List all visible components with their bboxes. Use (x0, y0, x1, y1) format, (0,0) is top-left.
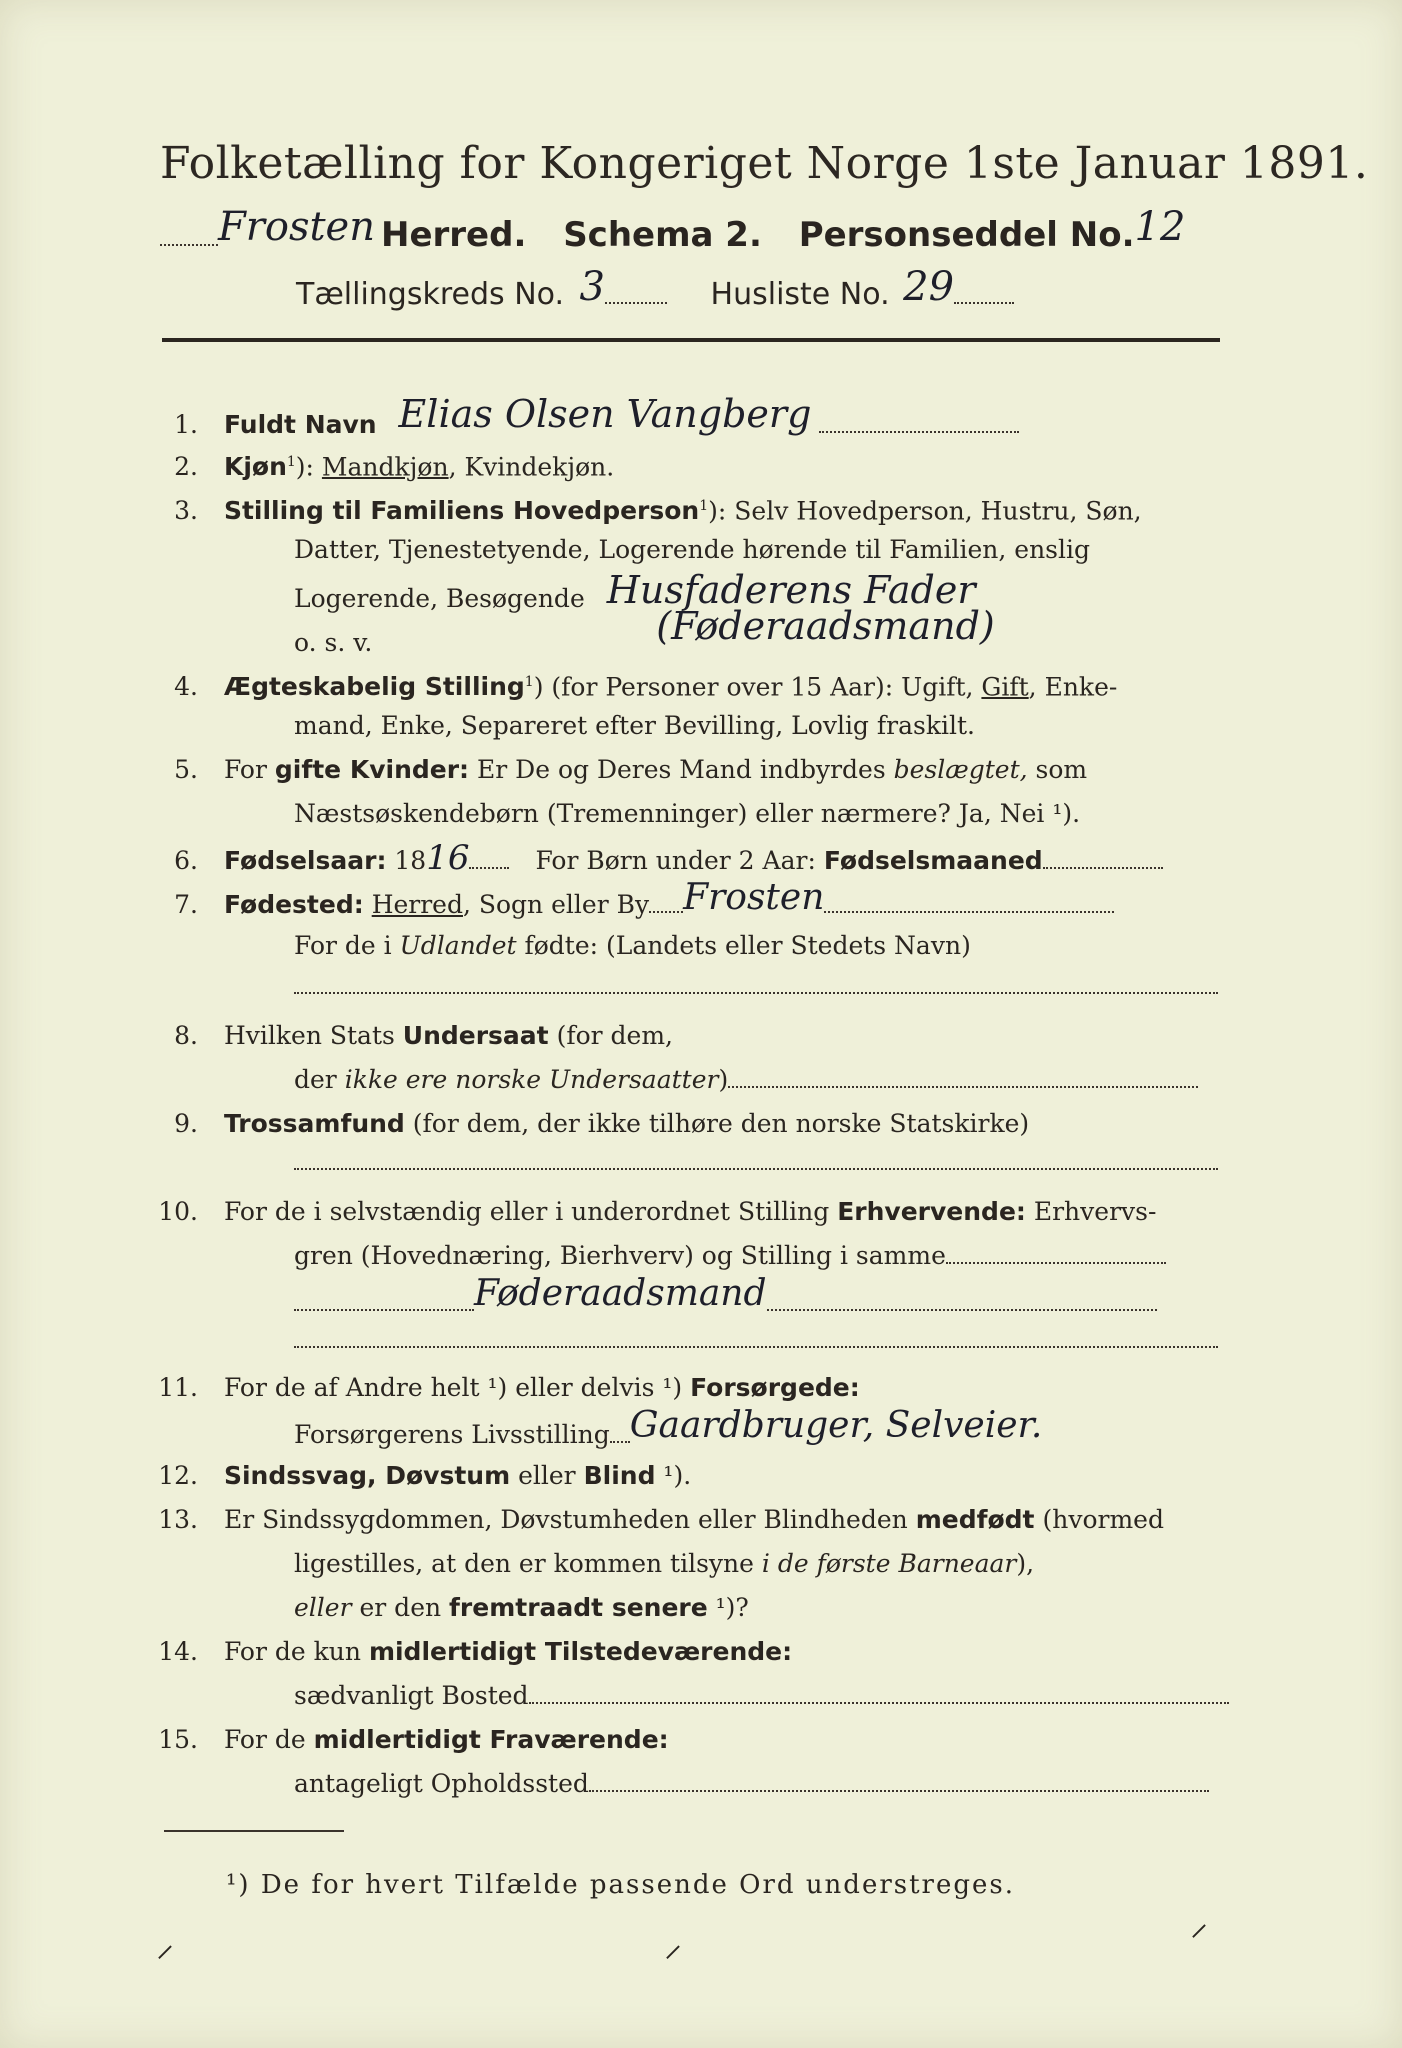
item-8: 8. Hvilken Stats Undersaat (for dem, (174, 1021, 673, 1050)
header-rule (162, 338, 1220, 342)
item-9: 9. Trossamfund (for dem, der ikke tilhøre den norske Statskirke) (174, 1109, 1030, 1138)
item-5: 5. For gifte Kvinder: Er De og Deres Mand indbyrdes beslægtet, som (174, 755, 1088, 784)
item-4-line-2: mand, Enke, Separeret efter Bevilling, Lovlig fraskilt. (294, 711, 975, 740)
herred-value: Frosten (218, 204, 375, 250)
item-11: 11. For de af Andre helt ¹) eller delvis ¹) Forsørgede: (158, 1373, 860, 1402)
kreds-label: Tællingskreds No. (296, 277, 564, 312)
kjon-mandkjon: Mandkjøn (321, 452, 449, 482)
trossamfund-label: Trossamfund (223, 1109, 405, 1138)
corner-mark-center: ⸝ (664, 1924, 682, 1965)
fodested-herred: Herred (371, 890, 463, 919)
kreds-value: 3 (579, 264, 605, 310)
item-15-line-2: antageligt Opholdssted (294, 1762, 1209, 1806)
tilstedevaerende-label: midlertidigt Tilstedeværende: (368, 1637, 793, 1666)
personseddel-value: 12 (1134, 204, 1186, 250)
item-8-line-2: der ikke ere norske Undersaatter) (294, 1058, 1198, 1102)
item-7-blank-line (294, 992, 1218, 994)
fodested-label: Fødested: (223, 890, 364, 919)
fodselsaar-value: 16 (426, 838, 470, 878)
kjon-label: Kjøn (223, 452, 287, 482)
personseddel-label: Personseddel No. (798, 215, 1135, 255)
fravaerende-label: midlertidigt Fraværende: (313, 1725, 669, 1754)
herred-label: Herred. (381, 215, 527, 255)
fremtraadt-senere-label: fremtraadt senere (449, 1593, 708, 1622)
item-9-blank-line (294, 1168, 1218, 1170)
husliste-value: 29 (903, 264, 955, 310)
corner-mark-right: ⸍ (1190, 1918, 1208, 1959)
gifte-kvinder-label: gifte Kvinder: (274, 755, 470, 784)
corner-mark-left: ⸝ (156, 1924, 174, 1965)
item-10: 10. For de i selvstændig eller i underordnet Stilling Erhvervende: Erhvervs- (158, 1197, 1157, 1226)
item-10-line-3 (294, 1273, 1157, 1325)
aegteskabelig-label: Ægteskabelig Stilling (223, 672, 525, 702)
kreds-line (296, 264, 1014, 314)
item-15: 15. For de midlertidigt Fraværende: (158, 1725, 669, 1754)
undersaat-label: Undersaat (402, 1021, 549, 1050)
item-3-line-4: o. s. v. (Føderaadsmand) (294, 604, 995, 657)
item-3-line-3: Logerende, Besøgende Husfaderens Fader (294, 568, 976, 613)
sindssvag-label: Sindssvag, Døvstum (223, 1461, 511, 1490)
fodested-value: Frosten (683, 877, 825, 918)
erhvervende-label: Erhvervende: (837, 1197, 1026, 1226)
herred-line (160, 204, 1186, 256)
erhverv-value: Føderaadsmand (474, 1273, 767, 1314)
item-6: 6. Fødselsaar: 1816 For Børn under 2 Aar: Fødselsmaaned (138, 836, 1163, 883)
item-12: 12. Sindssvag, Døvstum eller Blind ¹). (158, 1461, 692, 1490)
fuldt-navn-value: Elias Olsen Vangberg (398, 392, 812, 436)
item-4: 4. Ægteskabelig Stilling$^1$) (for Personer over 15 Aar): Ugift, Gift, Enke- (174, 672, 1118, 702)
fodselsmaaned-label: Fødselsmaaned (823, 846, 1043, 875)
medfodt-label: medfødt (915, 1505, 1035, 1534)
item-10-blank-line (294, 1346, 1218, 1348)
item-11-line-2: Forsørgerens Livsstilling Gaardbruger, Selveier. (294, 1405, 1043, 1449)
stilling-value-1: Husfaderens Fader (606, 568, 976, 612)
item-13-line-3: eller er den fremtraadt senere ¹)? (294, 1593, 749, 1622)
forsorger-value: Gaardbruger, Selveier. (629, 1405, 1043, 1446)
forsorgede-label: Forsørgede: (690, 1373, 860, 1402)
item-5-line-2: Næstsøskendebørn (Tremenninger) eller nærmere? Ja, Nei ¹). (294, 799, 1081, 828)
fodselsaar-label: Fødselsaar: (223, 846, 387, 875)
item-14-line-2: sædvanligt Bosted (294, 1674, 1229, 1718)
item-3: 3. Stilling til Familiens Hovedperson$^1$): Selv Hovedperson, Hustru, Søn, (174, 496, 1142, 526)
item-1: 1. Fuldt Navn Elias Olsen Vangberg (138, 398, 1019, 447)
item-2: 2. Kjøn$^1$): Mandkjøn, Kvindekjøn. (174, 452, 615, 482)
item-7: 7. Fødested: Herred, Sogn eller By Frosten (138, 880, 1114, 927)
item-13-line-2: ligestilles, at den er kommen tilsyne i de første Barneaar), (294, 1549, 1035, 1578)
item-7-line-2: For de i Udlandet fødte: (Landets eller Stedets Navn) (294, 931, 971, 960)
stilling-label: Stilling til Familiens Hovedperson (223, 496, 700, 526)
husliste-label: Husliste No. (710, 277, 890, 312)
item-3-line-2: Datter, Tjenestetyende, Logerende hørende til Familien, enslig (294, 535, 1091, 564)
item-14: 14. For de kun midlertidigt Tilstedeværende: (158, 1637, 793, 1666)
item-13: 13. Er Sindssygdommen, Døvstumheden eller Blindheden medfødt (hvormed (158, 1505, 1164, 1534)
gift-underlined: Gift (981, 672, 1029, 702)
schema-label: Schema 2. (563, 215, 762, 255)
stilling-value-2: (Føderaadsmand) (656, 604, 995, 648)
footnote: ¹) De for hvert Tilfælde passende Ord understreges. (226, 1870, 1016, 1900)
fuldt-navn-label: Fuldt Navn (223, 410, 377, 439)
footnote-rule (164, 1830, 344, 1832)
item-10-line-2: gren (Hovednæring, Bierhverv) og Stilling i samme (294, 1234, 1166, 1278)
form-title: Folketælling for Kongeriget Norge 1ste Januar 1891. (160, 138, 1369, 189)
blind-label: Blind (583, 1461, 656, 1490)
